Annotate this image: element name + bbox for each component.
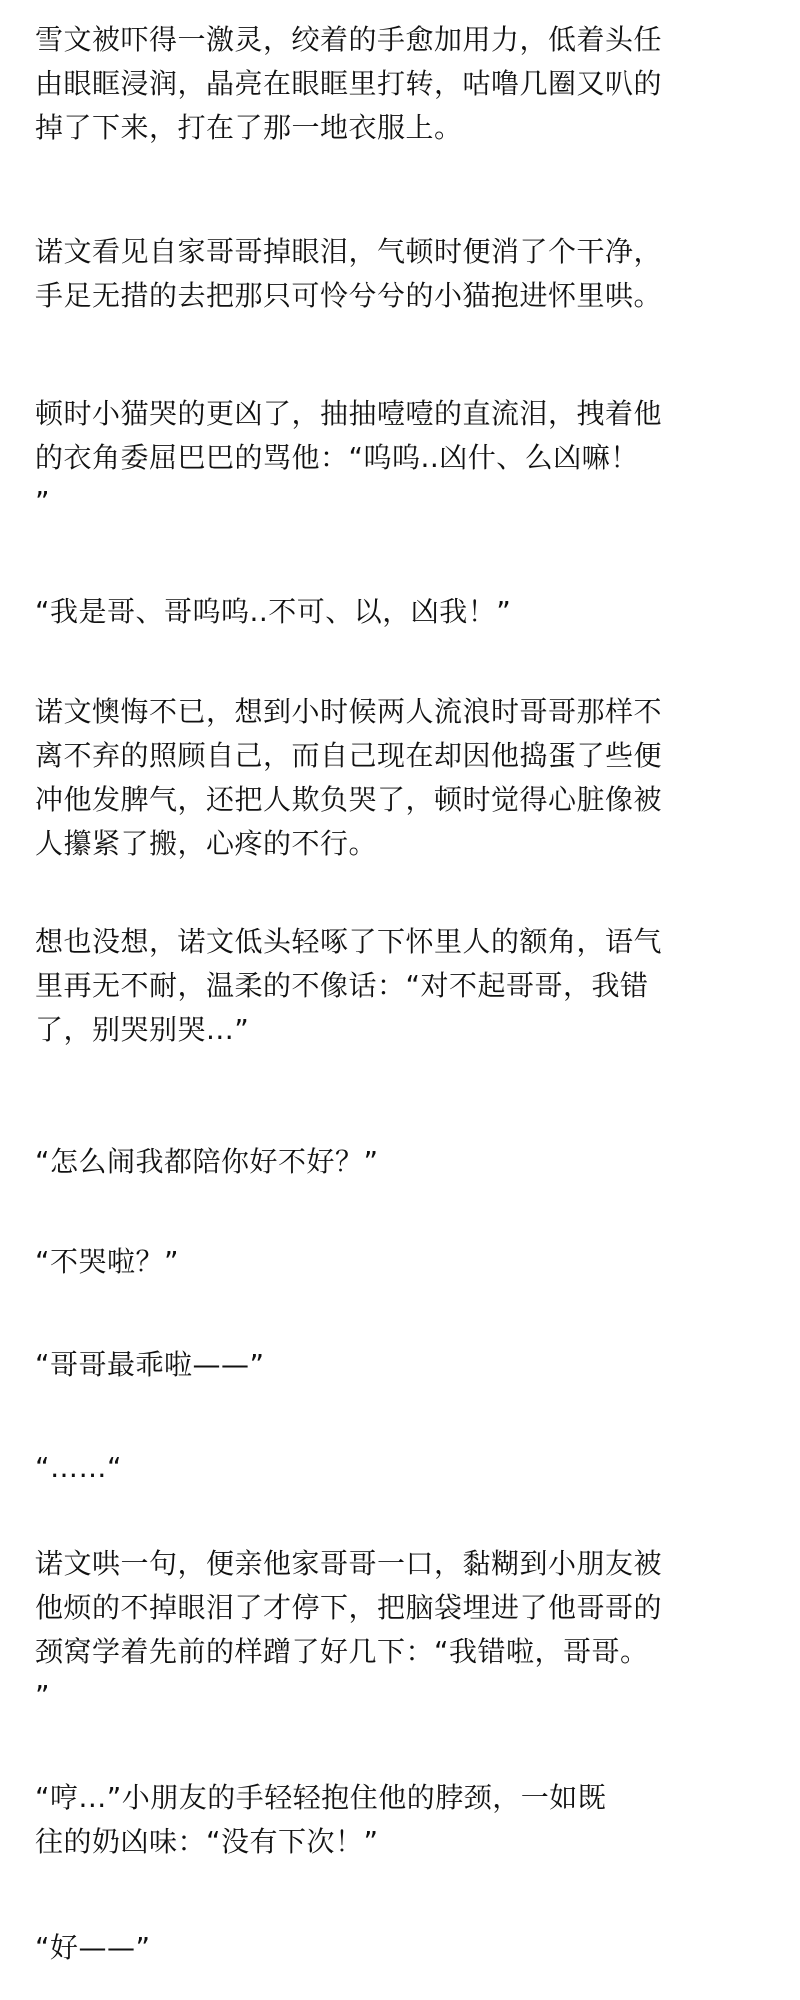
text-line: ”: [35, 485, 51, 518]
text-line: 他烦的不掉眼泪了才停下，把脑袋埋进了他哥哥的: [35, 1591, 663, 1624]
text-line: ”: [35, 1679, 51, 1712]
paragraph-12: [35, 1776, 775, 1864]
paragraph-4: [35, 590, 775, 634]
paragraph-10: [35, 1446, 775, 1490]
text-line: 人攥紧了搬，心疼的不行。: [35, 827, 378, 860]
text-line: 诺文懊悔不已，想到小时候两人流浪时哥哥那样不: [35, 695, 663, 728]
text-line: 诺文看见自家哥哥掉眼泪，气顿时便消了个干净，: [35, 235, 663, 268]
text-line: 顿时小猫哭的更凶了，抽抽噎噎的直流泪，拽着他: [35, 397, 663, 430]
paragraph-9: [35, 1343, 775, 1387]
text-line: 想也没想，诺文低头轻啄了下怀里人的额角，语气: [35, 925, 663, 958]
paragraph-5: [35, 690, 775, 866]
text-line: 往的奶凶味：“没有下次！”: [35, 1825, 379, 1858]
text-line: 由眼眶浸润，晶亮在眼眶里打转，咕噜几圈又叭的: [35, 67, 663, 100]
paragraph-7: [35, 1140, 775, 1184]
text-line: 颈窝学着先前的样蹭了好几下：“我错啦，哥哥。: [35, 1635, 649, 1668]
paragraph-8: [35, 1240, 775, 1284]
text-line: “……“: [35, 1451, 123, 1484]
text-line: “好——”: [35, 1931, 151, 1964]
text-line: 的衣角委屈巴巴的骂他：“呜呜..凶什、么凶嘛！: [35, 441, 639, 474]
paragraph-13: [35, 1926, 775, 1970]
text-line: “不哭啦？”: [35, 1245, 180, 1278]
text-line: 手足无措的去把那只可怜兮兮的小猫抱进怀里哄。: [35, 279, 663, 312]
text-line: 诺文哄一句，便亲他家哥哥一口，黏糊到小朋友被: [35, 1547, 663, 1580]
paragraph-2: [35, 230, 775, 318]
text-line: “怎么闹我都陪你好不好？”: [35, 1145, 379, 1178]
text-line: 掉了下来，打在了那一地衣服上。: [35, 111, 463, 144]
paragraph-3: [35, 392, 775, 524]
paragraph-1: [35, 18, 775, 150]
text-line: “哼...”小朋友的手轻轻抱住他的脖颈，一如既: [35, 1781, 607, 1814]
text-line: “我是哥、哥呜呜..不可、以，凶我！”: [35, 595, 512, 628]
text-line: 冲他发脾气，还把人欺负哭了，顿时觉得心脏像被: [35, 783, 663, 816]
text-line: 里再无不耐，温柔的不像话：“对不起哥哥，我错: [35, 969, 649, 1002]
paragraph-11: [35, 1542, 775, 1718]
text-line: 雪文被吓得一激灵，绞着的手愈加用力，低着头任: [35, 23, 663, 56]
paragraph-6: [35, 920, 775, 1052]
text-line: “哥哥最乖啦——”: [35, 1348, 265, 1381]
text-line: 离不弃的照顾自己，而自己现在却因他捣蛋了些便: [35, 739, 663, 772]
text-line: 了，别哭别哭...”: [35, 1013, 250, 1046]
